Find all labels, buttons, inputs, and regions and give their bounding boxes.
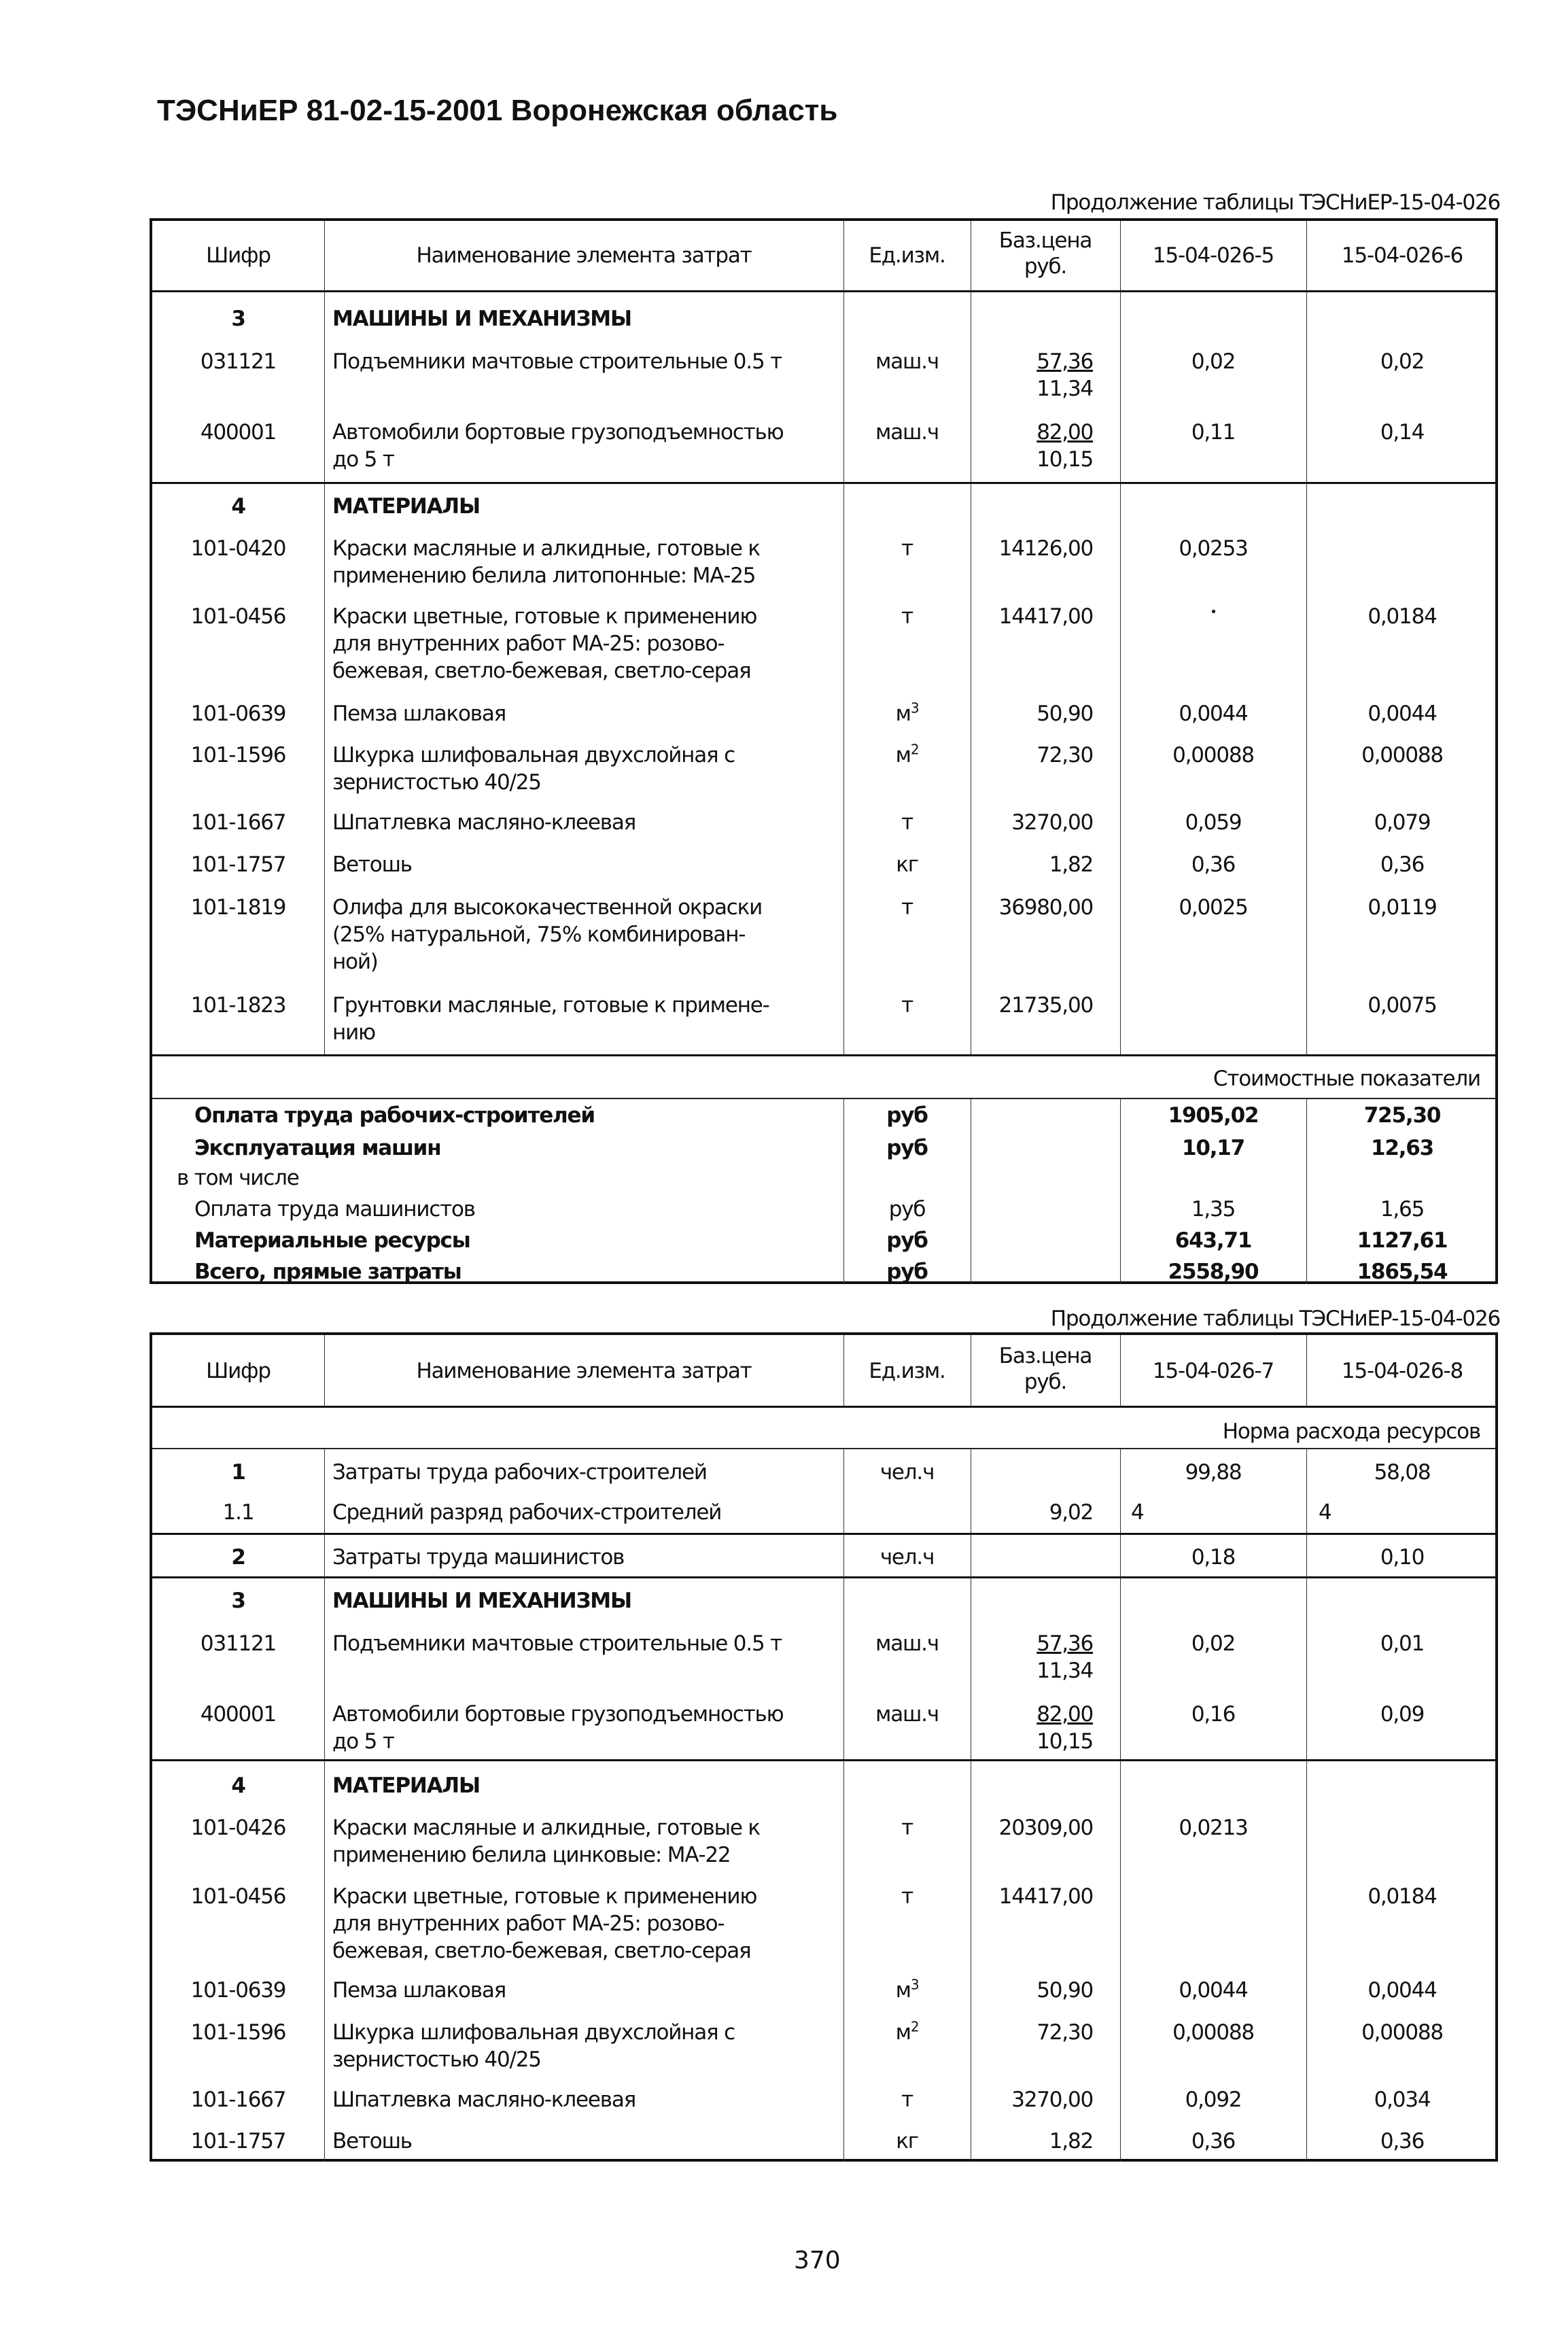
row-unit: $м^2$ [895,741,919,767]
row-value-1: 99,88 [1185,1460,1242,1485]
row-code: 101-0456 [190,1884,286,1909]
row-value-2: 0,01 [1380,1631,1425,1656]
row-value-2: 0,034 [1374,2088,1431,2112]
row-value-1-mark: • [1210,605,1217,619]
row-value-1: 0,00088 [1172,2020,1254,2045]
col-header-price: Баз.цена руб. [998,1344,1092,1394]
table1-caption: Продолжение таблицы ТЭСНиЕР-15-04-026 [1050,190,1500,215]
row-code: 101-0420 [190,536,286,561]
row-unit: кг [896,852,918,877]
col-header-name: Наименование элемента затрат [416,1359,752,1383]
row-code: 101-0456 [190,604,286,629]
row-unit: маш.ч [875,420,939,445]
col-header-unit: Ед.изм. [869,1359,945,1383]
row-name: Подъемники мачтовые строительные 0.5 т [332,349,782,374]
cost-unit: руб [886,1103,928,1128]
row-value-2: 0,0184 [1367,604,1437,629]
cost-value-2: 1127,61 [1357,1228,1448,1253]
row-name-cont: до 5 т [332,1729,394,1754]
row-value-1: 0,36 [1191,2129,1236,2153]
cost-label: Материальные ресурсы [194,1228,470,1253]
row-code: 101-0639 [190,702,286,726]
row-name: Олифа для высококачественной окраски [332,895,763,920]
row-name: Шкурка шлифовальная двухслойная с [332,743,735,767]
row-code: 400001 [200,1702,277,1727]
row-value-1: 0,059 [1185,810,1242,835]
row-name: Автомобили бортовые грузоподъемностью [332,1702,784,1727]
row-code: 031121 [200,1631,277,1656]
section-title: МАТЕРИАЛЫ [332,494,480,519]
row-value-2: 0,09 [1380,1702,1425,1727]
row-unit: чел.ч [879,1460,935,1485]
resource-table-1 [150,218,1498,1284]
row-unit: маш.ч [875,1631,939,1656]
cost-label: Оплата труда рабочих-строителей [194,1103,595,1128]
row-value-2: 0,079 [1374,810,1431,835]
row-name: Средний разряд рабочих-строителей [332,1500,722,1525]
row-price: 14417,00 [998,604,1093,629]
row-unit: маш.ч [875,349,939,374]
row-unit: $м^3$ [895,1976,919,2003]
row-price: 72,30 [1036,743,1093,767]
row-price: 50,90 [1036,1978,1093,2003]
row-name: Подъемники мачтовые строительные 0.5 т [332,1631,782,1656]
section-title: МАТЕРИАЛЫ [332,1773,480,1798]
row-value-2: 58,08 [1374,1460,1431,1485]
row-value-2: 0,0184 [1367,1884,1437,1909]
row-name-cont: ной) [332,950,378,974]
row-name: Шпатлевка масляно-клеевая [332,810,636,835]
row-price-secondary: 10,15 [1036,1729,1093,1754]
row-price: 36980,00 [998,895,1093,920]
row-name: Краски масляные и алкидные, готовые к [332,1816,760,1840]
cost-unit: руб [886,1228,928,1253]
row-value-1: 0,00088 [1172,743,1254,767]
row-value-2: 0,0075 [1367,993,1437,1018]
row-price: 14126,00 [998,536,1093,561]
row-price: 3270,00 [1011,810,1093,835]
row-name: Затраты труда машинистов [332,1545,625,1570]
row-unit: т [901,810,913,835]
row-value-2: 0,02 [1380,349,1425,374]
row-code: 101-1667 [190,810,286,835]
row-value-1: 0,11 [1191,420,1236,445]
row-code: 3 [231,1589,245,1613]
row-name: Ветошь [332,852,412,877]
cost-value-1: 2558,90 [1168,1260,1259,1284]
norm-section-label: Норма расхода ресурсов [1222,1419,1480,1444]
row-price: 1,82 [1049,852,1093,877]
row-price: 57,36 [1036,349,1093,374]
cost-label: в том числе [177,1166,299,1190]
row-unit: т [901,2088,913,2112]
col-header-v2: 15-04-026-8 [1341,1359,1463,1383]
row-name: Пемза шлаковая [332,702,506,726]
row-name: Краски цветные, готовые к применению [332,1884,757,1909]
row-name: Автомобили бортовые грузоподъемностью [332,420,784,445]
cost-unit: руб [886,1136,928,1160]
row-name: Шпатлевка масляно-клеевая [332,2088,636,2112]
row-price: 21735,00 [998,993,1093,1018]
row-unit: т [901,604,913,629]
cost-section-label: Стоимостные показатели [1213,1067,1480,1091]
cost-label: Эксплуатация машин [194,1136,441,1160]
col-header-v2: 15-04-026-6 [1341,243,1463,268]
row-code: 400001 [200,420,277,445]
row-code: 4 [231,1773,245,1798]
row-code: 101-1819 [190,895,286,920]
row-unit: т [901,1884,913,1909]
col-header-name: Наименование элемента затрат [416,243,752,268]
row-code: 3 [231,307,245,331]
row-unit: т [901,1816,913,1840]
resource-table-2 [150,1332,1498,2162]
row-unit: т [901,895,913,920]
row-name: Шкурка шлифовальная двухслойная с [332,2020,735,2045]
row-code: 101-1596 [190,2020,286,2045]
cost-unit: руб [888,1197,926,1222]
row-name-cont: зернистостью 40/25 [332,770,541,795]
row-value-2: 0,36 [1380,852,1425,877]
cost-value-1: 1,35 [1191,1197,1236,1222]
row-code: 101-1667 [190,2088,286,2112]
row-unit: чел.ч [879,1545,935,1570]
cost-value-2: 1865,54 [1357,1260,1448,1284]
row-code: 101-1596 [190,743,286,767]
row-value-2: 0,0044 [1367,702,1437,726]
cost-value-1: 1905,02 [1168,1103,1259,1128]
row-value-1: 4 [1131,1500,1144,1525]
row-value-1: 0,0044 [1179,702,1248,726]
row-price: 57,36 [1036,1631,1093,1656]
row-name-cont: применению белила цинковые: МА-22 [332,1843,731,1867]
row-name-cont: бежевая, светло-бежевая, светло-серая [332,659,751,683]
row-name-cont: применению белила литопонные: МА-25 [332,564,756,588]
cost-value-2: 725,30 [1363,1103,1441,1128]
cost-value-2: 12,63 [1370,1136,1434,1160]
row-value-2: 0,0044 [1367,1978,1437,2003]
cost-value-2: 1,65 [1380,1197,1425,1222]
row-value-2: 0,0119 [1367,895,1437,920]
row-code: 101-1757 [190,852,286,877]
cost-value-1: 10,17 [1181,1136,1245,1160]
row-code: 1 [231,1460,245,1485]
row-name: Пемза шлаковая [332,1978,506,2003]
row-value-2: 0,14 [1380,420,1425,445]
row-price: 14417,00 [998,1884,1093,1909]
row-value-1: 0,0253 [1179,536,1248,561]
row-price: 3270,00 [1011,2088,1093,2112]
row-price-secondary: 11,34 [1036,1659,1093,1683]
row-price: 9,02 [1049,1500,1093,1525]
row-value-2: 0,10 [1380,1545,1425,1570]
col-header-code: Шифр [206,1359,271,1383]
row-price: 20309,00 [998,1816,1093,1840]
row-value-1: 0,02 [1191,349,1236,374]
row-code: 031121 [200,349,277,374]
row-name: Краски масляные и алкидные, готовые к [332,536,760,561]
row-value-2: 0,36 [1380,2129,1425,2153]
row-name-cont: для внутренних работ МА-25: розово- [332,1911,725,1936]
col-header-code: Шифр [206,243,271,268]
row-value-1: 0,092 [1185,2088,1242,2112]
document-title: ТЭСНиЕР 81-02-15-2001 Воронежская область [157,94,838,127]
row-code: 1.1 [222,1500,254,1525]
row-price: 1,82 [1049,2129,1093,2153]
row-code: 101-0426 [190,1816,286,1840]
row-name-cont: зернистостью 40/25 [332,2047,541,2072]
row-name-cont: бежевая, светло-бежевая, светло-серая [332,1939,751,1963]
row-price-secondary: 10,15 [1036,447,1093,472]
row-unit: кг [896,2129,918,2153]
row-unit: маш.ч [875,1702,939,1727]
row-value-2: 4 [1319,1500,1331,1525]
table2-caption: Продолжение таблицы ТЭСНиЕР-15-04-026 [1050,1306,1500,1331]
row-value-1: 0,16 [1191,1702,1236,1727]
row-price: 82,00 [1036,420,1093,445]
cost-label: Всего, прямые затраты [194,1260,461,1284]
row-name: Ветошь [332,2129,412,2153]
cost-value-1: 643,71 [1174,1228,1252,1253]
row-value-1: 0,0213 [1179,1816,1248,1840]
row-unit: $м^3$ [895,699,919,726]
col-header-unit: Ед.изм. [869,243,945,268]
row-code: 101-1823 [190,993,286,1018]
col-header-v1: 15-04-026-5 [1152,243,1274,268]
row-value-1: 0,18 [1191,1545,1236,1570]
cost-unit: руб [886,1260,928,1284]
row-unit: $м^2$ [895,2018,919,2045]
row-price: 50,90 [1036,702,1093,726]
section-title: МАШИНЫ И МЕХАНИЗМЫ [332,1589,631,1613]
row-name: Грунтовки масляные, готовые к примене- [332,993,769,1018]
row-value-2: 0,00088 [1361,743,1443,767]
row-value-1: 0,36 [1191,852,1236,877]
row-code: 2 [231,1545,245,1570]
cost-label: Оплата труда машинистов [194,1197,475,1222]
row-value-1: 0,0025 [1179,895,1248,920]
page-number: 370 [794,2247,841,2274]
row-value-2: 0,00088 [1361,2020,1443,2045]
row-code: 101-0639 [190,1978,286,2003]
row-price: 72,30 [1036,2020,1093,2045]
row-name-cont: (25% натуральной, 75% комбинирован- [332,922,746,947]
row-code: 101-1757 [190,2129,286,2153]
row-value-1: 0,02 [1191,1631,1236,1656]
row-name-cont: для внутренних работ МА-25: розово- [332,631,725,656]
row-unit: т [901,993,913,1018]
row-price-secondary: 11,34 [1036,377,1093,401]
row-name-cont: нию [332,1020,375,1045]
row-name: Затраты труда рабочих-строителей [332,1460,707,1485]
col-header-price: Баз.цена руб. [998,228,1092,279]
row-name: Краски цветные, готовые к применению [332,604,757,629]
section-title: МАШИНЫ И МЕХАНИЗМЫ [332,307,631,331]
row-value-1: 0,0044 [1179,1978,1248,2003]
row-name-cont: до 5 т [332,447,394,472]
col-header-v1: 15-04-026-7 [1152,1359,1274,1383]
row-unit: т [901,536,913,561]
row-code: 4 [231,494,245,519]
row-price: 82,00 [1036,1702,1093,1727]
